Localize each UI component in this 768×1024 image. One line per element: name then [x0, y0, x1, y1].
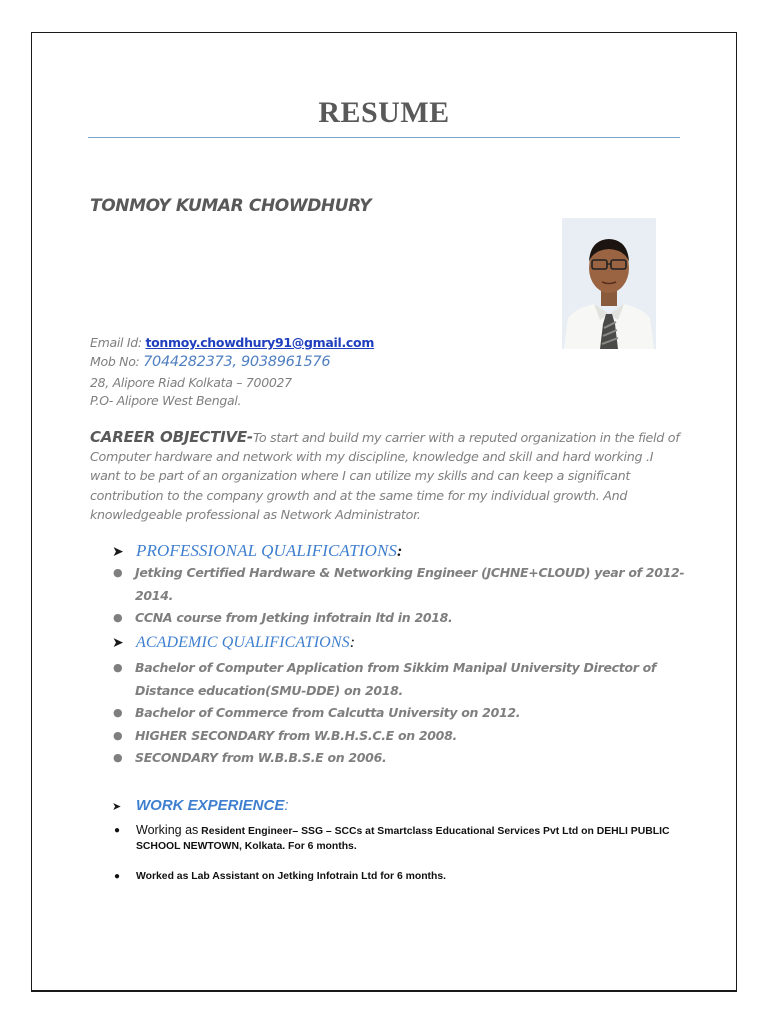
list-item-text: Bachelor of Commerce from Calcutta University on 2012.	[135, 705, 521, 720]
list-item-text: Worked as Lab Assistant on Jetking Infotrain Ltd for 6 months.	[136, 871, 447, 882]
list-item	[110, 562, 690, 607]
arrow-bullet-icon: ➤	[112, 545, 124, 560]
work-heading-text: WORK EXPERIENCE	[136, 797, 285, 814]
work-heading	[112, 797, 289, 815]
address-line-1: 28, Alipore Riad Kolkata – 700027	[90, 375, 292, 390]
academic-list	[110, 657, 690, 770]
list-item-text: CCNA course from Jetking infotrain ltd in 2018.	[135, 610, 453, 625]
career-objective-text: To start and build my carrier with a reputed organization in the field of Computer hardware and network with my discipline, knowledge and skill and hard working .I want to be part of an organization where I can utilize my skills and can keep a significant contribution to the company growth and at the same time for my individual growth. And knowledgeable professional as Network Administrator.	[90, 430, 680, 522]
email-label: Email Id:	[90, 335, 146, 350]
arrow-bullet-icon: ➤	[112, 801, 122, 813]
professional-heading	[112, 541, 402, 561]
bullet-icon: ●	[113, 661, 123, 674]
page-title: RESUME	[318, 96, 450, 129]
list-item	[110, 657, 690, 702]
list-item	[110, 702, 690, 725]
email-link[interactable]: tonmoy.chowdhury91@gmail.com	[145, 335, 375, 350]
list-item-text: Jetking Certified Hardware & Networking Engineer (JCHNE+CLOUD) year of 2012-2014.	[135, 565, 685, 603]
mobile-line	[90, 354, 330, 370]
candidate-name: TONMOY KUMAR CHOWDHURY	[90, 196, 372, 216]
academic-heading	[112, 634, 355, 652]
professional-heading-text: PROFESSIONAL QUALIFICATIONS	[136, 541, 397, 560]
title-divider	[88, 137, 680, 138]
career-objective	[90, 428, 680, 524]
profile-photo-image	[562, 218, 656, 349]
bullet-icon: ●	[114, 825, 121, 836]
career-objective-heading: CAREER OBJECTIVE-	[90, 428, 253, 446]
bullet-icon: ●	[113, 566, 123, 579]
profile-photo	[562, 218, 656, 349]
work-item-prefix: Working as	[136, 823, 199, 837]
work-list-2	[112, 869, 692, 884]
list-item-text: Resident Engineer– SSG – SCCs at Smartclass Educational Services Pvt Ltd on DEHLI PUBLIC SCHOOL NEWTOWN, Kolkata. For 6 months.	[136, 826, 670, 852]
list-item-text: Bachelor of Computer Application from Sikkim Manipal University Director of Distance education(SMU-DDE) on 2018.	[135, 660, 657, 698]
work-heading-colon: :	[284, 797, 289, 814]
list-item	[110, 725, 690, 748]
list-item-text: SECONDARY from W.B.B.S.E on 2006.	[135, 750, 387, 765]
email-line	[90, 335, 374, 350]
academic-heading-text: ACADEMIC QUALIFICATIONS	[136, 634, 350, 651]
list-item	[112, 823, 692, 854]
professional-heading-colon: :	[397, 543, 403, 560]
arrow-bullet-icon: ➤	[112, 636, 124, 651]
mobile-label: Mob No:	[90, 354, 144, 369]
bullet-icon: ●	[113, 751, 123, 764]
list-item	[110, 747, 690, 770]
list-item	[112, 869, 692, 884]
list-item-text: HIGHER SECONDARY from W.B.H.S.C.E on 2008.	[135, 727, 457, 743]
bullet-icon: ●	[114, 871, 121, 882]
bullet-icon: ●	[113, 728, 123, 742]
bullet-icon: ●	[113, 706, 123, 719]
address-line-2: P.O- Alipore West Bengal.	[90, 393, 242, 408]
mobile-number: 7044282373, 9038961576	[143, 354, 331, 370]
work-list	[112, 823, 692, 854]
list-item	[110, 607, 690, 630]
bullet-icon: ●	[113, 611, 123, 624]
professional-list	[110, 562, 690, 630]
academic-heading-colon: :	[349, 634, 356, 651]
